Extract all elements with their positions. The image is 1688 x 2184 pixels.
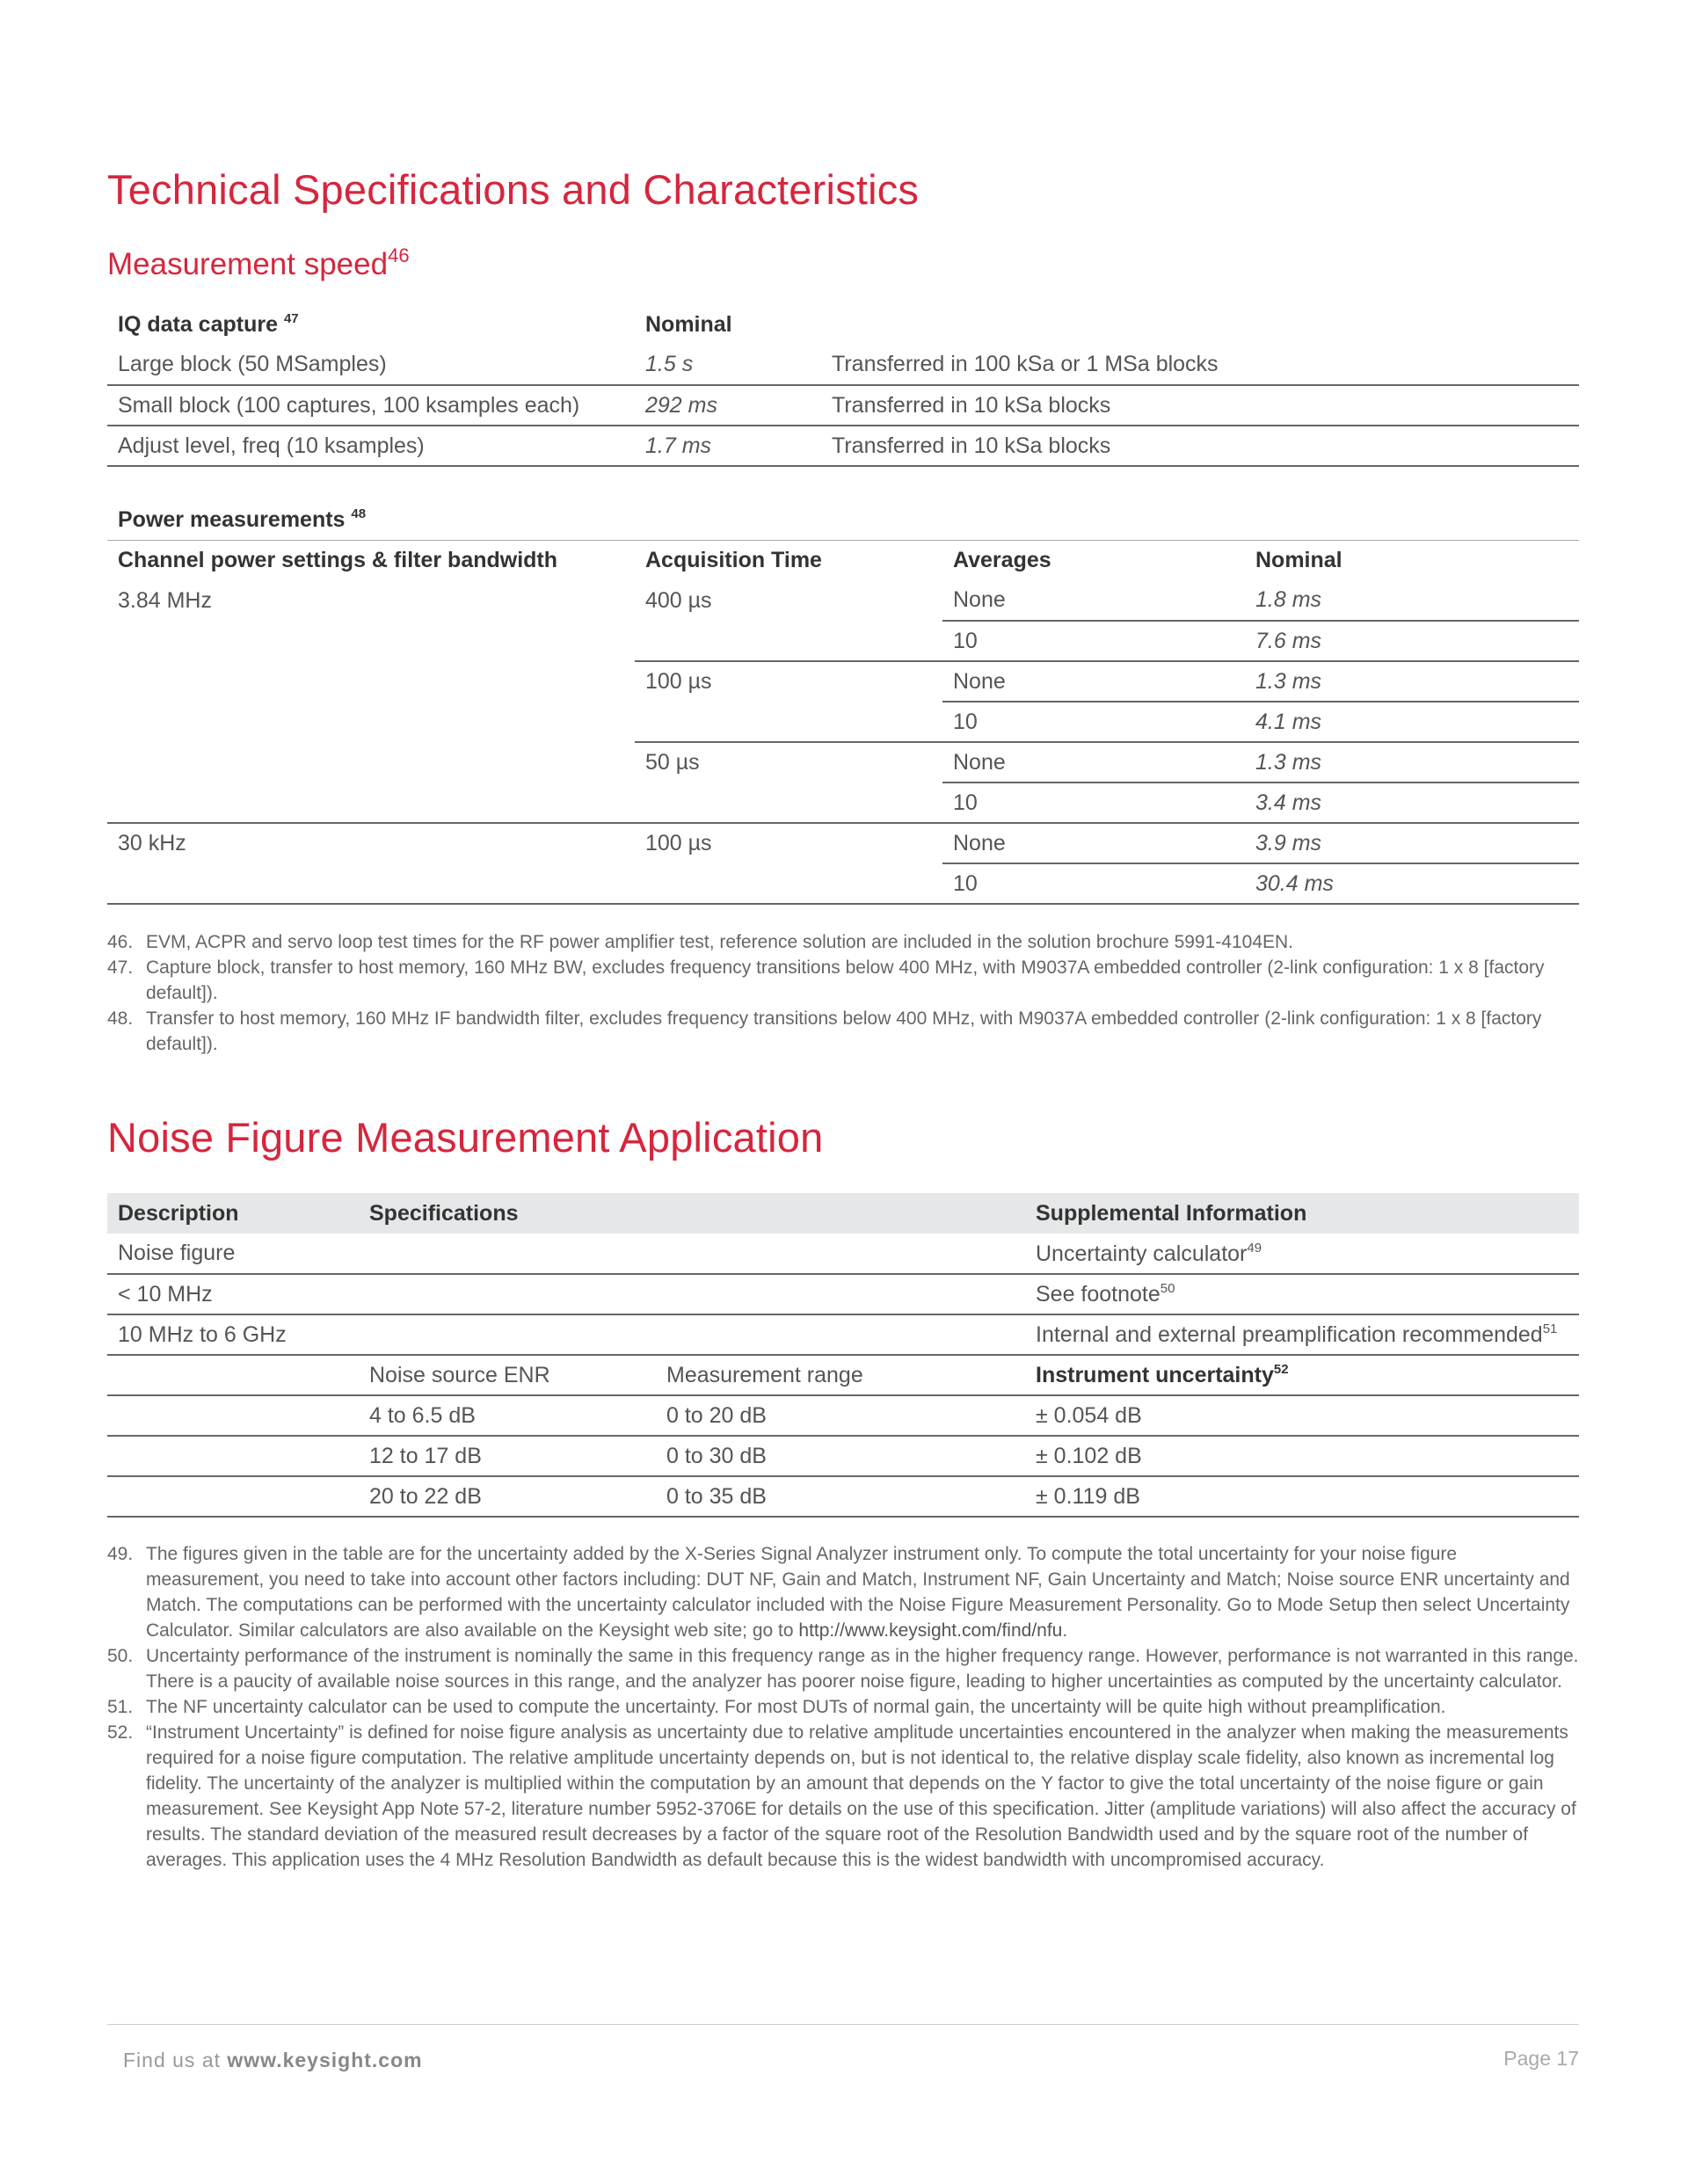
- page-title: Technical Specifications and Characteristics: [107, 166, 920, 213]
- averages-header: Averages: [953, 547, 1051, 572]
- nominal-cell: 1.3 ms: [1245, 742, 1579, 783]
- footnote-49: 49. The figures given in the table are for the uncertainty added by the X-Series Signal Analyzer instrument only. To compute the total uncertainty for your noise figure measurement, you need to take into account other factors including: DUT NF, Gain and Match, Instrument NF, Gain Uncertainty and Match; Noise source ENR uncertainty and Match. The computations can be performed with the uncertainty calculator included with the Noise Figure Measurement Personality. Go to Mode Setup then select Uncertainty Calculator. Similar calculators are also available on the Keysight web site; go to http://www.keysight.com/find/nfu.: [107, 1541, 1579, 1643]
- setting-cell: [107, 621, 635, 661]
- avg-cell: 10: [942, 783, 1245, 823]
- avg-cell: 10: [942, 621, 1245, 661]
- footnote-50: [107, 1643, 1579, 1694]
- acquisition-time-header: Acquisition Time: [645, 547, 822, 572]
- acq-cell: 100 µs: [645, 831, 712, 855]
- footnote-ref-50: 50: [1160, 1281, 1175, 1296]
- footnote-ref-51: 51: [1542, 1321, 1558, 1336]
- description-cell: < 10 MHz: [107, 1274, 359, 1314]
- iq-capture-header-row: [107, 304, 1579, 345]
- table-row: [107, 580, 1579, 621]
- power-measurements-title: Power measurements $^{48}$: [107, 499, 1579, 540]
- footnote-text: The figures given in the table are for the uncertainty added by the X-Series Signal Analyzer instrument only. To compute the total uncertainty for your noise figure measurement, you need to take into account other factors including: DUT NF, Gain and Match, Instrument NF, Gain Uncertainty and Match; Noise source ENR uncertainty and Match. The computations can be performed with the uncertainty calculator included with the Noise Figure Measurement Personality. Go to Mode Setup then select Uncertainty Calculator. Similar calculators are also available on the Keysight web site; go to: [146, 1544, 1570, 1641]
- info-cell: Internal and external preamplification recommended$^{51}$: [1025, 1314, 1579, 1355]
- row-name: Small block (100 captures, 100 ksamples each): [107, 385, 635, 426]
- noise-figure-table: [107, 1193, 1579, 1518]
- uncertainty-header: Instrument uncertainty$^{52}$: [1025, 1355, 1579, 1395]
- table-row: [107, 863, 1579, 904]
- description-header: Description: [107, 1193, 359, 1234]
- footnote-number: 51.: [107, 1697, 134, 1717]
- row-name: Adjust level, freq (10 ksamples): [107, 426, 635, 466]
- row-value: 292 ms: [635, 385, 821, 426]
- row-name: Large block (50 MSamples): [107, 345, 635, 385]
- sub-header-row: [107, 1355, 1579, 1395]
- footnote-text: The NF uncertainty calculator can be used to compute the uncertainty. For most DUTs of normal gain, the uncertainty will be quite high without preamplification.: [146, 1697, 1446, 1717]
- table-row: [107, 1274, 1579, 1314]
- measurement-speed-heading-text: Measurement speed: [107, 247, 389, 281]
- nominal-cell: 3.4 ms: [1245, 783, 1579, 823]
- speed-footnotes: [107, 929, 1579, 1057]
- footnote-text: Transfer to host memory, 160 MHz IF bandwidth filter, excludes frequency transitions below 400 MHz, with M9037A embedded controller (2-link configuration: 1 x 8 [factory default]).: [146, 1008, 1542, 1054]
- channel-power-header: Channel power settings & filter bandwidth: [118, 547, 558, 572]
- table-row: [107, 661, 1579, 702]
- row-value: 1.7 ms: [635, 426, 821, 466]
- table-row: [107, 385, 1579, 426]
- row-info: Transferred in 10 kSa blocks: [821, 426, 1579, 466]
- description-cell: 10 MHz to 6 GHz: [107, 1314, 359, 1355]
- footnote-number: 46.: [107, 932, 134, 952]
- footnote-52: [107, 1720, 1579, 1873]
- footnote-number: 52.: [107, 1722, 134, 1743]
- acq-cell: [635, 783, 942, 823]
- specifications-header: Specifications: [359, 1193, 1025, 1234]
- table-row: [107, 1436, 1579, 1476]
- page-number: Page 17: [1503, 2047, 1579, 2070]
- table-row: [107, 345, 1579, 385]
- setting-cell: [107, 863, 635, 904]
- nominal-cell: 30.4 ms: [1245, 863, 1579, 904]
- acq-cell: 400 µs: [645, 587, 712, 613]
- footer-find-us: Find us at www.keysight.com: [123, 2049, 423, 2071]
- range-header: Measurement range: [656, 1355, 1025, 1395]
- iq-capture-table: [107, 304, 1579, 467]
- power-header-row: [107, 540, 1579, 580]
- footnote-ref-48: 48: [351, 506, 367, 521]
- avg-cell: None: [942, 661, 1245, 702]
- table-row: [107, 823, 1579, 863]
- range-cell: 0 to 35 dB: [656, 1476, 1025, 1517]
- table-row: [107, 1476, 1579, 1517]
- avg-cell: None: [942, 823, 1245, 863]
- uncertainty-cell: ± 0.119 dB: [1025, 1476, 1579, 1517]
- footnote-47: [107, 955, 1579, 1006]
- acq-cell: [635, 863, 942, 904]
- footnote-number: 50.: [107, 1646, 134, 1666]
- measurement-speed-heading: [107, 244, 410, 282]
- setting-cell: [107, 742, 635, 783]
- footer-website-link[interactable]: www.keysight.com: [227, 2049, 423, 2071]
- noise-footnotes: [107, 1541, 1579, 1873]
- table-row: [107, 702, 1579, 742]
- setting-cell: 3.84 MHz: [118, 587, 212, 613]
- nfu-link[interactable]: http://www.keysight.com/find/nfu: [798, 1620, 1063, 1641]
- nominal-header: Nominal: [645, 311, 732, 337]
- setting-cell: [107, 783, 635, 823]
- noise-figure-heading: Noise Figure Measurement Application: [107, 1114, 824, 1161]
- footnote-text: EVM, ACPR and servo loop test times for the RF power amplifier test, reference solution are included in the solution brochure 5991-4104EN.: [146, 932, 1294, 952]
- table-row: [107, 426, 1579, 466]
- table-row: [107, 1314, 1579, 1355]
- nominal-cell: 1.8 ms: [1245, 580, 1579, 621]
- table-row: [107, 621, 1579, 661]
- iq-capture-header: IQ data capture $^{47}$: [118, 311, 299, 337]
- uncertainty-cell: ± 0.054 dB: [1025, 1395, 1579, 1436]
- avg-cell: None: [942, 580, 1245, 621]
- footnote-51: [107, 1694, 1579, 1720]
- description-cell: Noise figure: [107, 1234, 359, 1274]
- enr-cell: 4 to 6.5 dB: [359, 1395, 656, 1436]
- footnote-text: “Instrument Uncertainty” is defined for noise figure analysis as uncertainty due to relative amplitude uncertainties encountered in the analyzer when making the measurements required for a noise figure computation. The relative amplitude uncertainty depends on, but is not identical to, the relative display scale fidelity, also known as incremental log fidelity. The uncertainty of the analyzer is multiplied within the computation by an amount that depends on the Y factor to give the total uncertainty of the noise figure or gain measurement. See Keysight App Note 57-2, literature number 5952-3706E for details on the use of this specification. Jitter (amplitude variations) will also affect the accuracy of results. The standard deviation of the measured result decreases by a factor of the square root of the Resolution Bandwidth used and by the square root of the number of averages. This application uses the 4 MHz Resolution Bandwidth as default because this is the widest bandwidth with uncompromised accuracy.: [146, 1722, 1576, 1870]
- acq-cell: 100 µs: [645, 669, 712, 694]
- acq-cell: 50 µs: [645, 750, 700, 775]
- uncertainty-cell: ± 0.102 dB: [1025, 1436, 1579, 1476]
- acq-cell: [635, 702, 942, 742]
- nominal-cell: 7.6 ms: [1245, 621, 1579, 661]
- footnote-48: [107, 1006, 1579, 1057]
- power-title-row: [107, 499, 1579, 540]
- row-info: Transferred in 100 kSa or 1 MSa blocks: [821, 345, 1579, 385]
- footnote-46: [107, 929, 1579, 955]
- nominal-cell: 1.3 ms: [1245, 661, 1579, 702]
- setting-cell: [107, 661, 635, 702]
- row-info: Transferred in 10 kSa blocks: [821, 385, 1579, 426]
- footnote-number: 49.: [107, 1544, 134, 1564]
- acq-cell: [635, 621, 942, 661]
- setting-cell: [107, 702, 635, 742]
- info-cell: Uncertainty calculator$^{49}$: [1025, 1234, 1579, 1274]
- footnote-ref-49: 49: [1247, 1240, 1262, 1256]
- avg-cell: None: [942, 742, 1245, 783]
- table-row: [107, 742, 1579, 783]
- nominal-cell: 3.9 ms: [1245, 823, 1579, 863]
- footnote-number: 47.: [107, 957, 134, 978]
- noise-header-row: [107, 1193, 1579, 1234]
- nominal-cell: 4.1 ms: [1245, 702, 1579, 742]
- range-cell: 0 to 20 dB: [656, 1395, 1025, 1436]
- avg-cell: 10: [942, 702, 1245, 742]
- footnote-ref-47: 47: [283, 311, 299, 326]
- table-row: [107, 783, 1579, 823]
- range-cell: 0 to 30 dB: [656, 1436, 1025, 1476]
- footnote-ref-52: 52: [1273, 1362, 1289, 1377]
- footnote-ref-46: 46: [388, 244, 410, 266]
- row-value: 1.5 s: [635, 345, 821, 385]
- footnote-number: 48.: [107, 1008, 134, 1029]
- power-measurements-table: [107, 499, 1579, 905]
- footnote-text: Uncertainty performance of the instrument is nominally the same in this frequency range as in the higher frequency range. However, performance is not warranted in this range. There is a paucity of available noise sources in this range, and the analyzer has poorer noise figure, leading to higher uncertainties as computed by the uncertainty calculator.: [146, 1646, 1579, 1692]
- supplemental-header: Supplemental Information: [1025, 1193, 1579, 1234]
- avg-cell: 10: [942, 863, 1245, 904]
- table-row: [107, 1395, 1579, 1436]
- enr-cell: 12 to 17 dB: [359, 1436, 656, 1476]
- info-cell: See footnote$^{50}$: [1025, 1274, 1579, 1314]
- footer-divider: [107, 2024, 1579, 2025]
- setting-cell: 30 kHz: [118, 831, 186, 855]
- enr-header: Noise source ENR: [359, 1355, 656, 1395]
- nominal-header: Nominal: [1255, 547, 1342, 572]
- footnote-text: Capture block, transfer to host memory, 160 MHz BW, excludes frequency transitions below 400 MHz, with M9037A embedded controller (2-link configuration: 1 x 8 [factory default]).: [146, 957, 1545, 1003]
- table-row: [107, 1234, 1579, 1274]
- enr-cell: 20 to 22 dB: [359, 1476, 656, 1517]
